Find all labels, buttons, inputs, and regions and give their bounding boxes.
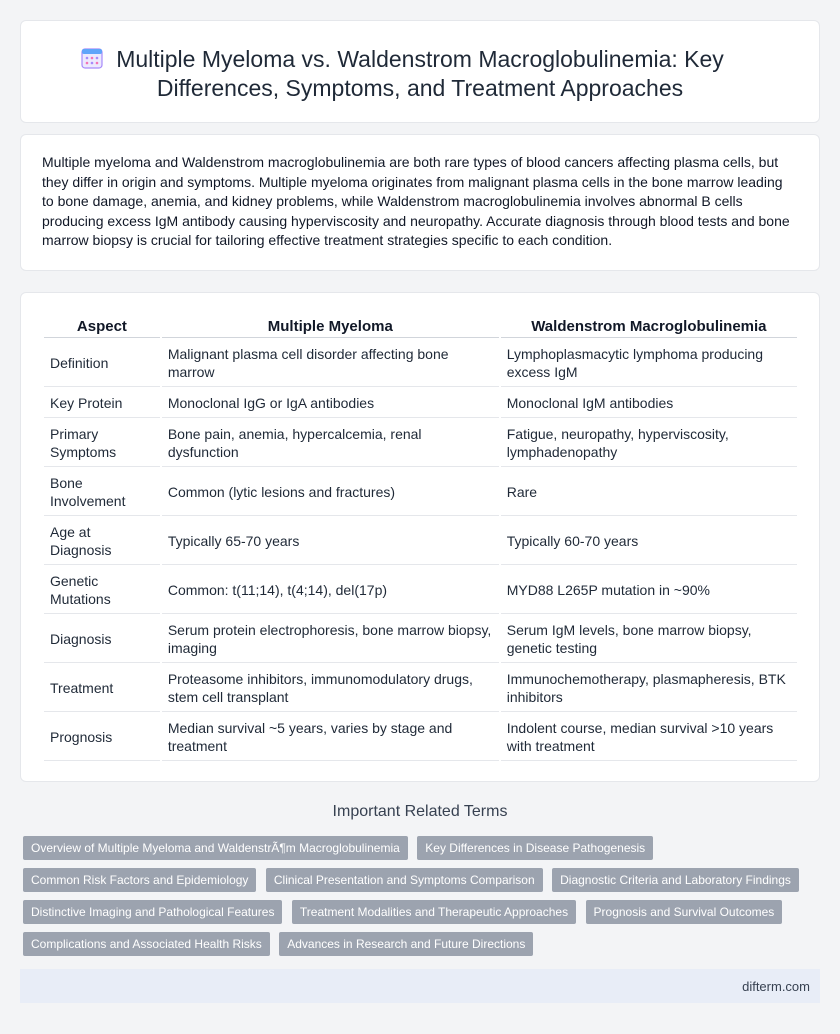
row-aspect: Definition — [44, 340, 160, 387]
related-term-tag[interactable]: Clinical Presentation and Symptoms Comparison — [266, 868, 543, 892]
related-term-tag[interactable]: Key Differences in Disease Pathogenesis — [417, 836, 653, 860]
table-row — [44, 567, 797, 614]
row-aspect: Age at Diagnosis — [44, 518, 160, 565]
intro-card — [20, 134, 820, 271]
row-aspect: Key Protein — [44, 389, 160, 418]
row-wm-value: Immunochemotherapy, plasmapheresis, BTK inhibitors — [501, 665, 797, 712]
table-row — [44, 714, 797, 761]
related-terms-list — [23, 836, 803, 964]
page-title: Multiple Myeloma vs. Waldenstrom Macroglobulinemia: Key Differences, Symptoms, and Treatment Approaches — [116, 46, 724, 101]
row-aspect: Prognosis — [44, 714, 160, 761]
row-mm-value: Monoclonal IgG or IgA antibodies — [162, 389, 499, 418]
related-term-tag[interactable]: Prognosis and Survival Outcomes — [586, 900, 783, 924]
intro-paragraph: Multiple myeloma and Waldenstrom macroglobulinemia are both rare types of blood cancers affecting plasma cells, but they differ in origin and symptoms. Multiple myeloma originates from malignant plasma cells in the bone marrow leading to bone damage, anemia, and kidney problems, while Waldenstrom macroglobulinemia involves abnormal B cells producing excess IgM antibody causing hyperviscosity and neuropathy. Accurate diagnosis through blood tests and bone marrow biopsy is crucial for tailoring effective treatment strategies specific to each condition. — [42, 154, 790, 248]
table-row — [44, 518, 797, 565]
row-wm-value: Serum IgM levels, bone marrow biopsy, genetic testing — [501, 616, 797, 663]
table-row — [44, 665, 797, 712]
row-mm-value: Proteasome inhibitors, immunomodulatory drugs, stem cell transplant — [162, 665, 499, 712]
related-term-tag[interactable]: Distinctive Imaging and Pathological Features — [23, 900, 282, 924]
related-term-tag[interactable]: Common Risk Factors and Epidemiology — [23, 868, 256, 892]
header-waldenstrom: Waldenstrom Macroglobulinemia — [501, 318, 797, 338]
row-aspect: Bone Involvement — [44, 469, 160, 516]
table-row — [44, 389, 797, 418]
row-aspect: Primary Symptoms — [44, 420, 160, 467]
footer-site-link[interactable]: difterm.com — [742, 979, 810, 994]
header-multiple-myeloma: Multiple Myeloma — [162, 318, 499, 338]
comparison-table-card — [20, 292, 820, 782]
row-mm-value: Serum protein electrophoresis, bone marrow biopsy, imaging — [162, 616, 499, 663]
table-row — [44, 616, 797, 663]
row-wm-value: Typically 60-70 years — [501, 518, 797, 565]
row-mm-value: Median survival ~5 years, varies by stage and treatment — [162, 714, 499, 761]
row-mm-value: Bone pain, anemia, hypercalcemia, renal dysfunction — [162, 420, 499, 467]
related-term-tag[interactable]: Complications and Associated Health Risks — [23, 932, 270, 956]
related-term-tag[interactable]: Treatment Modalities and Therapeutic Approaches — [292, 900, 576, 924]
row-wm-value: MYD88 L265P mutation in ~90% — [501, 567, 797, 614]
header-aspect: Aspect — [44, 318, 160, 338]
row-mm-value: Typically 65-70 years — [162, 518, 499, 565]
footer — [20, 969, 820, 1003]
table-row — [44, 469, 797, 516]
table-header-row — [44, 318, 797, 338]
row-mm-value: Malignant plasma cell disorder affecting bone marrow — [162, 340, 499, 387]
table-row — [44, 420, 797, 467]
header-card — [20, 20, 820, 123]
row-wm-value: Fatigue, neuropathy, hyperviscosity, lymphadenopathy — [501, 420, 797, 467]
row-wm-value: Monoclonal IgM antibodies — [501, 389, 797, 418]
row-wm-value: Rare — [501, 469, 797, 516]
related-terms-title: Important Related Terms — [332, 803, 508, 820]
row-wm-value: Indolent course, median survival >10 years with treatment — [501, 714, 797, 761]
row-aspect: Treatment — [44, 665, 160, 712]
row-wm-value: Lymphoplasmacytic lymphoma producing excess IgM — [501, 340, 797, 387]
related-term-tag[interactable]: Advances in Research and Future Directions — [279, 932, 533, 956]
row-aspect: Genetic Mutations — [44, 567, 160, 614]
comparison-table — [42, 316, 799, 763]
row-mm-value: Common (lytic lesions and fractures) — [162, 469, 499, 516]
related-term-tag[interactable]: Overview of Multiple Myeloma and WaldenstrÃ¶m Macroglobulinemia — [23, 836, 408, 860]
row-mm-value: Common: t(11;14), t(4;14), del(17p) — [162, 567, 499, 614]
row-aspect: Diagnosis — [44, 616, 160, 663]
table-row — [44, 340, 797, 387]
related-term-tag[interactable]: Diagnostic Criteria and Laboratory Findings — [552, 868, 799, 892]
